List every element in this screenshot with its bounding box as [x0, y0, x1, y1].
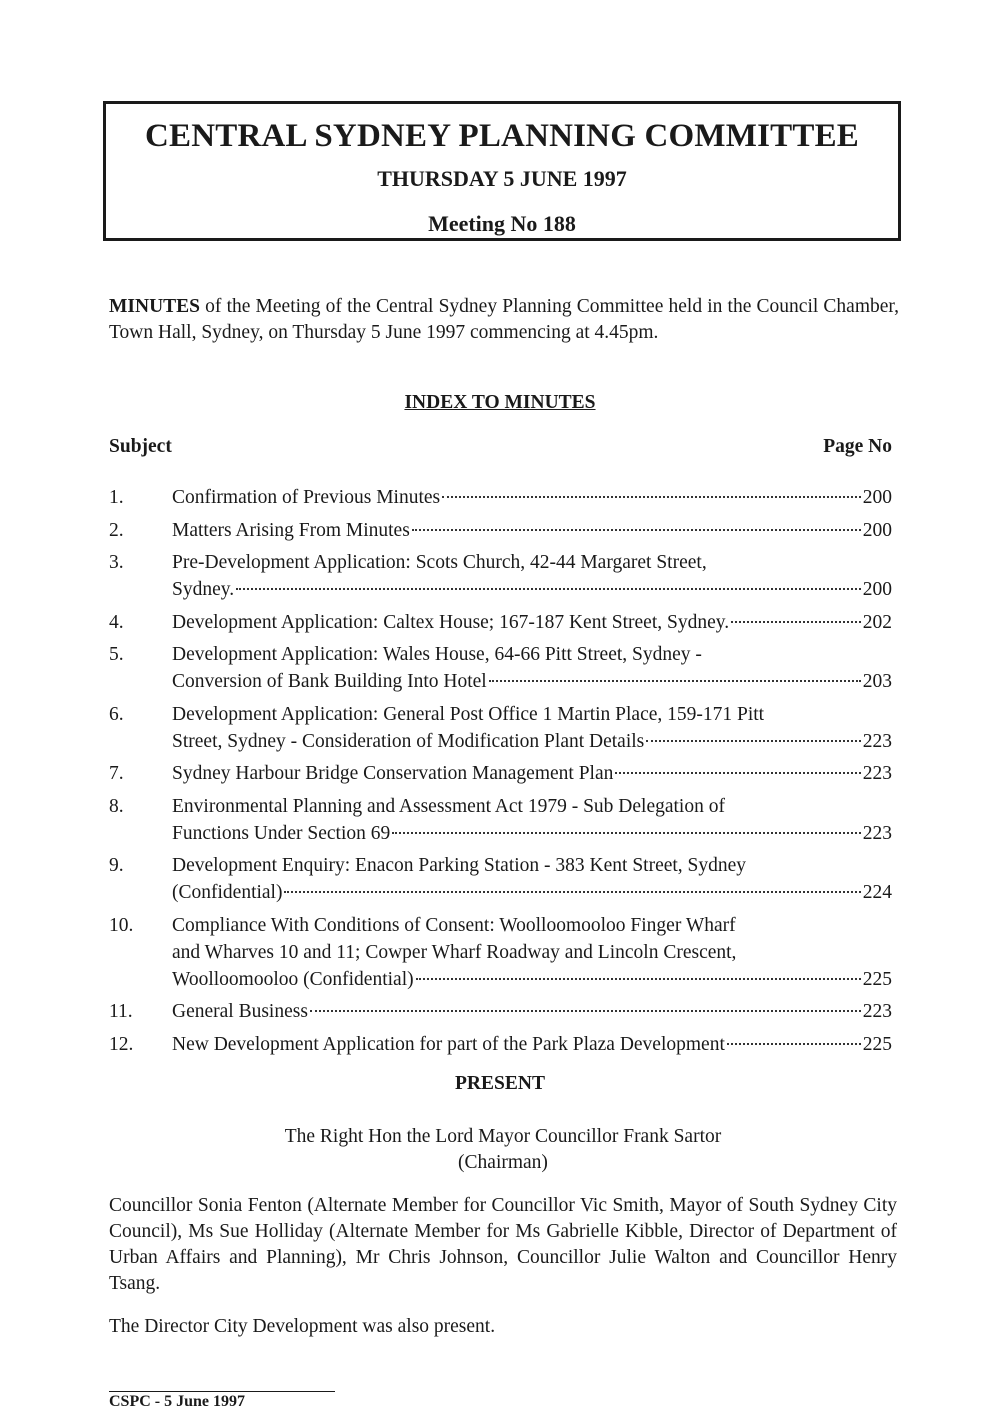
index-item-number: 5. [109, 644, 124, 665]
chairman-name: The Right Hon the Lord Mayor Councillor Frank Sartor [284, 1126, 722, 1147]
index-item-number: 1. [109, 487, 124, 508]
intro-text: of the Meeting of the Central Sydney Planning Committee held in the Council Chamber, Town Hall, Sydney, on Thursday 5 June 1997 commencing at 4.45pm. [109, 296, 899, 343]
index-item [109, 701, 892, 755]
index-item [109, 549, 892, 603]
index-item-page: 224 [862, 882, 892, 903]
index-item [109, 852, 892, 906]
dot-leader [646, 739, 860, 742]
meeting-number: Meeting No 188 [428, 211, 576, 236]
chairman-block [0, 1124, 1000, 1176]
index-item [109, 641, 892, 695]
dot-leader [416, 977, 861, 980]
index-item [109, 912, 892, 993]
index-item-subject [172, 609, 892, 636]
index-item-subject [172, 484, 892, 511]
dot-leader [310, 1009, 861, 1012]
index-item-line: and Wharves 10 and 11; Cowper Wharf Roadway and Lincoln Crescent, [172, 941, 737, 963]
index-item [109, 609, 892, 636]
intro-lead: MINUTES [109, 296, 201, 317]
index-item-text: (Confidential) [172, 882, 283, 903]
index-item-line: Pre-Development Application: Scots Church, 42-44 Margaret Street, [172, 552, 707, 573]
index-item-number: 9. [109, 855, 124, 876]
dot-leader [442, 495, 861, 498]
index-item-last-line [172, 760, 892, 787]
index-item-page: 223 [862, 822, 892, 844]
chairman-role: (Chairman) [458, 1152, 548, 1173]
index-item-subject [172, 1031, 892, 1058]
meeting-date: THURSDAY 5 JUNE 1997 [377, 166, 627, 191]
dot-leader [284, 890, 860, 893]
index-item-page: 203 [862, 671, 892, 692]
dot-leader [236, 587, 861, 590]
index-item-subject [172, 852, 892, 906]
footer-rule [109, 1391, 335, 1392]
index-item-subject [172, 998, 892, 1025]
subject-column-header: Subject [109, 436, 172, 457]
index-item-page: 223 [862, 730, 892, 752]
index-item-last-line [172, 879, 892, 906]
index-item-line: Environmental Planning and Assessment Act 1979 - Sub Delegation of [172, 795, 725, 817]
index-item-page: 223 [862, 1001, 892, 1022]
index-item-text: Functions Under Section 69 [172, 822, 391, 844]
index-item-last-line [172, 820, 892, 847]
index-item-text: Conversion of Bank Building Into Hotel [172, 671, 487, 692]
index-item-page: 225 [862, 968, 892, 990]
index-item-last-line [172, 517, 892, 544]
index-item-subject [172, 517, 892, 544]
index-item-last-line [172, 484, 892, 511]
index-item-page: 200 [862, 519, 892, 541]
index-item-text: Confirmation of Previous Minutes [172, 487, 441, 508]
index-item-last-line [172, 576, 892, 603]
index-item-text: Matters Arising From Minutes [172, 519, 410, 541]
index-item-last-line [172, 998, 892, 1025]
index-item-number: 3. [109, 552, 124, 573]
index-item-line: Development Enquiry: Enacon Parking Station - 383 Kent Street, Sydney [172, 855, 747, 876]
index-item-subject [172, 760, 892, 787]
index-item-subject [172, 701, 892, 755]
dot-leader [615, 771, 860, 774]
index-item-page: 223 [862, 763, 892, 784]
index-item-number: 6. [109, 703, 124, 725]
index-item-subject [172, 912, 892, 993]
footer-text: CSPC - 5 June 1997 [109, 1393, 246, 1410]
index-item-number: 7. [109, 763, 124, 784]
index-item-line: Compliance With Conditions of Consent: Woolloomooloo Finger Wharf [172, 914, 736, 936]
index-item [109, 484, 892, 511]
index-item [109, 517, 892, 544]
index-item [109, 998, 892, 1025]
page-column-header: Page No [823, 436, 892, 457]
index-item-number: 8. [109, 795, 124, 817]
index-item-text: Sydney Harbour Bridge Conservation Management Plan [172, 763, 614, 784]
index-item-subject [172, 793, 892, 847]
index-item-number: 4. [109, 611, 124, 633]
index-item-number: 12. [109, 1033, 134, 1055]
index-item-text: Sydney. [172, 579, 235, 600]
index-item [109, 760, 892, 787]
dot-leader [412, 528, 861, 531]
dot-leader [392, 831, 860, 834]
title-box [103, 101, 901, 241]
dot-leader [489, 679, 861, 682]
index-item-text: Woolloomooloo (Confidential) [172, 968, 414, 990]
members-present: Councillor Sonia Fenton (Alternate Member for Councillor Vic Smith, Mayor of South Sydney City Council), Ms Sue Holliday (Alternate Member for Ms Gabrielle Kibble, Director of Department of Urban Affairs and Planning), Mr Chris Johnson, Councillor Julie Walton and Councillor Henry Tsang. [109, 1195, 897, 1294]
index-item-last-line [172, 668, 892, 695]
dot-leader [731, 620, 861, 623]
index-item-page: 200 [862, 579, 892, 600]
index-item-line: Development Application: General Post Office 1 Martin Place, 159-171 Pitt [172, 703, 765, 725]
index-item-text: General Business [172, 1001, 308, 1022]
index-item-text: Development Application: Caltex House; 167-187 Kent Street, Sydney. [172, 611, 730, 633]
dot-leader [727, 1042, 861, 1045]
index-item-number: 11. [109, 1001, 133, 1022]
index-item-subject [172, 641, 892, 695]
committee-title: CENTRAL SYDNEY PLANNING COMMITTEE [144, 118, 860, 154]
director-note: The Director City Development was also present. [109, 1316, 496, 1337]
index-item-page: 200 [862, 487, 892, 508]
index-item [109, 793, 892, 847]
index-item-text: Street, Sydney - Consideration of Modification Plant Details [172, 730, 645, 752]
index-item-page: 225 [862, 1033, 892, 1055]
index-item-number: 10. [109, 914, 134, 936]
index-item-last-line [172, 728, 892, 755]
present-heading: PRESENT [455, 1073, 545, 1094]
index-item-page: 202 [862, 611, 892, 633]
index-item-last-line [172, 609, 892, 636]
index-item-number: 2. [109, 519, 124, 541]
index-item-subject [172, 549, 892, 603]
index-item-last-line [172, 1031, 892, 1058]
index-item-line: Development Application: Wales House, 64-66 Pitt Street, Sydney - [172, 644, 702, 665]
index-item-text: New Development Application for part of the Park Plaza Development [172, 1033, 725, 1055]
index-list [109, 484, 892, 1063]
index-heading: INDEX TO MINUTES [404, 392, 596, 413]
index-item [109, 1031, 892, 1058]
index-item-last-line [172, 966, 892, 993]
intro-paragraph [109, 294, 899, 346]
